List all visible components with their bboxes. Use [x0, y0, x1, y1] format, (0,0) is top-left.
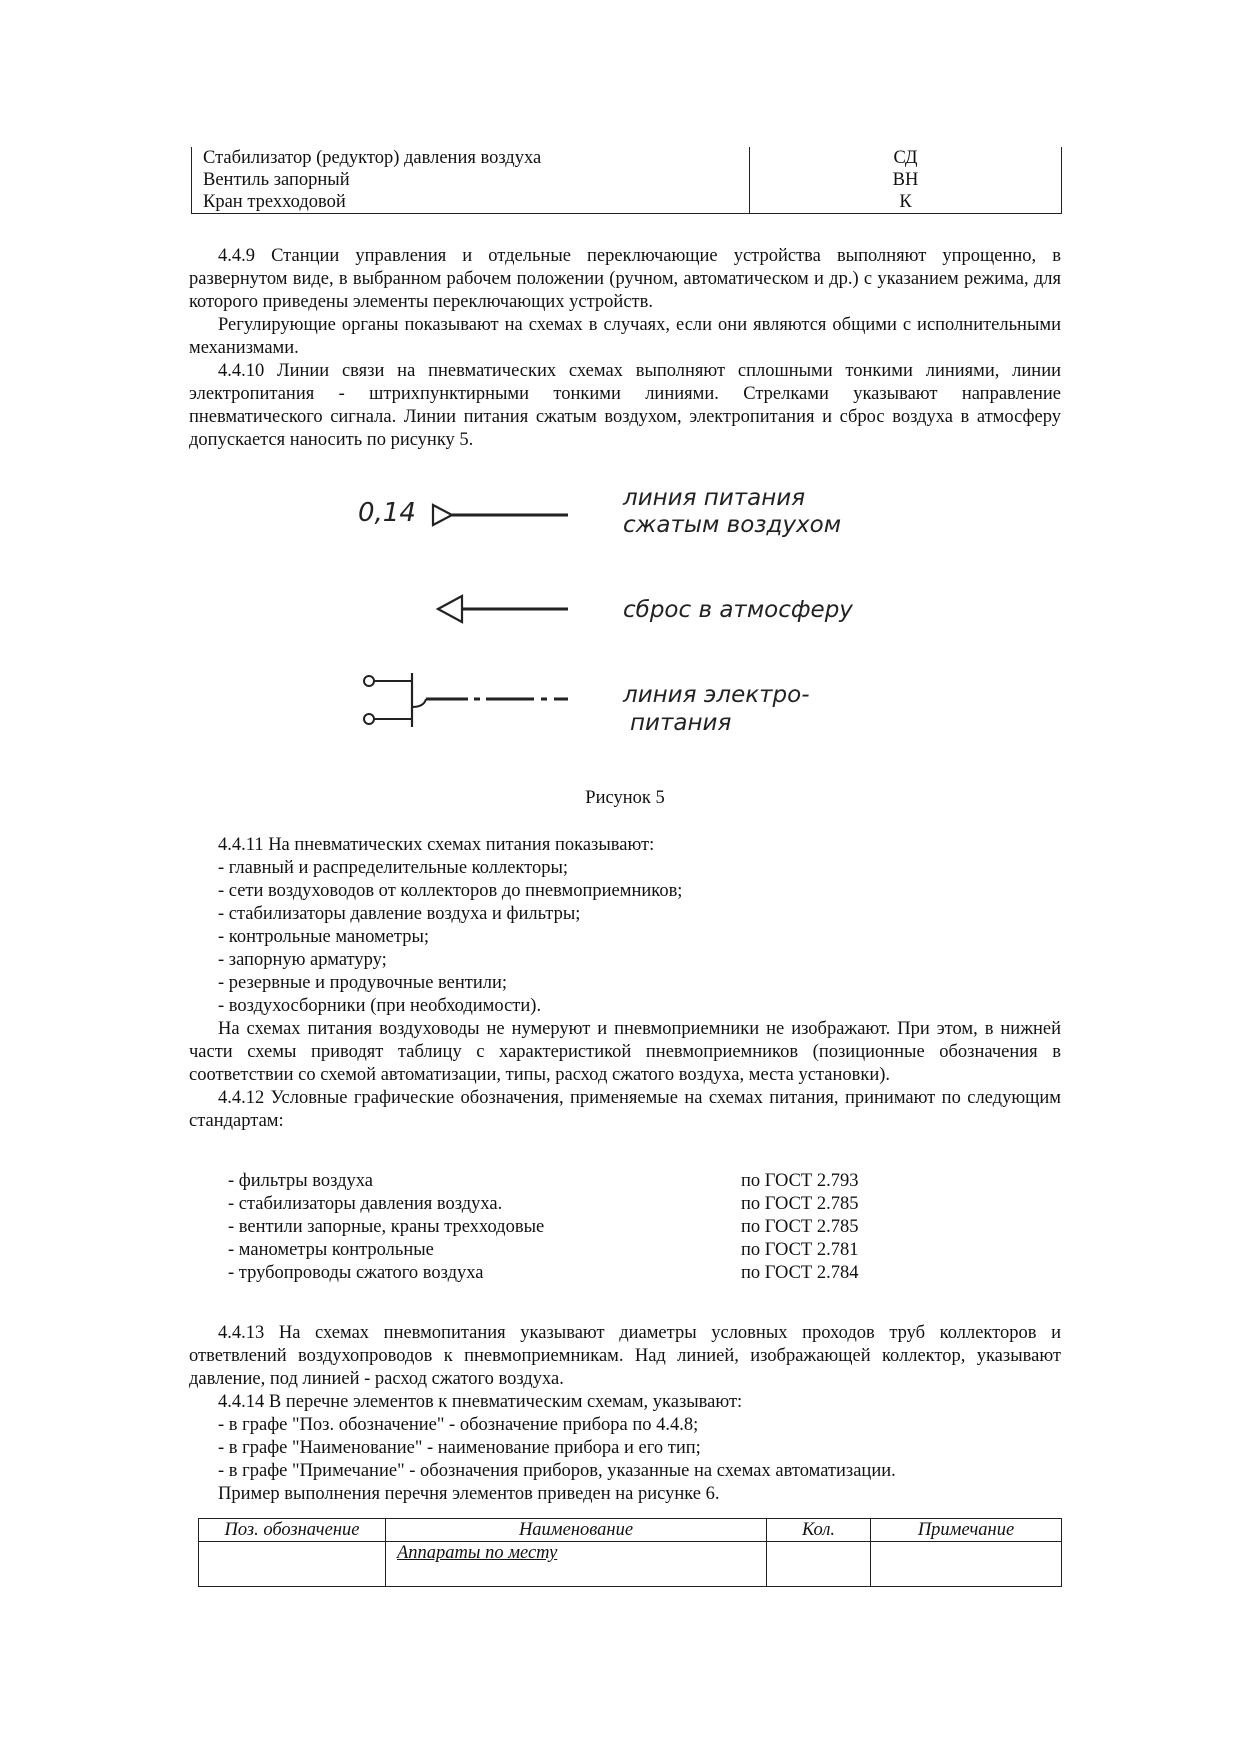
figure-caption: Рисунок 5 — [585, 788, 665, 808]
position-cell — [199, 1542, 386, 1587]
exhaust-arrow-icon — [438, 596, 462, 622]
quantity-cell — [767, 1542, 871, 1587]
device-code-cell: ВН — [750, 169, 1062, 191]
figure-5 — [340, 475, 920, 765]
standards-item: - фильтры воздуха — [228, 1171, 373, 1191]
table-row — [192, 169, 1062, 191]
paragraph-4-4-9: 4.4.9 Станции управления и отдельные переключающие устройства выполняют упрощенно, в развернутом виде, в выбранном рабочем положении (ручном, автоматическом и др.) с указанием режима, для которого приведены элементы переключающих устройств. — [189, 246, 1061, 312]
device-code-cell: СД — [750, 147, 1062, 169]
paragraph-supply-schemes: На схемах питания воздуховоды не нумеруют и пневмоприемники не изображают. При этом, в нижней части схемы приводят таблицу с характеристикой пневмоприемников (позиционные обозначения в соответствии со схемой автоматизации, типы, расход сжатого воздуха, места установки). — [189, 1019, 1061, 1085]
table-header-row — [199, 1519, 1062, 1542]
list-item: - в графе "Наименование" - наименование прибора и его тип; — [218, 1438, 701, 1458]
paragraph-4-4-12: 4.4.12 Условные графические обозначения, применяемые на схемах питания, принимают по следующим стандартам: — [189, 1088, 1061, 1131]
power-label-line2: питания — [630, 710, 732, 736]
terminal-icon — [364, 714, 374, 724]
table-row — [199, 1542, 1062, 1587]
list-item: - главный и распределительные коллекторы; — [218, 858, 569, 878]
list-item: - сети воздуховодов от коллекторов до пневмоприемников; — [218, 881, 683, 901]
list-item: - в графе "Примечание" - обозначения приборов, указанные на схемах автоматизации. — [218, 1461, 896, 1481]
section-4-4-13 — [189, 1322, 1061, 1506]
terminal-icon — [364, 676, 374, 686]
name-cell — [386, 1542, 767, 1587]
table-row — [192, 191, 1062, 214]
standards-ref: по ГОСТ 2.793 — [741, 1171, 859, 1191]
paragraph-4-4-13: 4.4.13 На схемах пневмопитания указывают диаметры условных проходов труб коллекторов и ответвлений воздухопроводов к пневмоприемникам. Над линией, изображающей коллектор, указывают давление, под линией - расход сжатого воздуха. — [189, 1323, 1061, 1389]
paragraph-example: Пример выполнения перечня элементов приведен на рисунке 6. — [218, 1484, 720, 1504]
column-header-name: Наименование — [386, 1519, 767, 1542]
list-item: - резервные и продувочные вентили; — [218, 973, 508, 993]
standards-row — [228, 1262, 928, 1285]
designation-table — [191, 147, 1062, 214]
supply-arrow-icon — [433, 505, 452, 525]
standards-ref: по ГОСТ 2.785 — [741, 1194, 859, 1214]
standards-ref: по ГОСТ 2.781 — [741, 1240, 859, 1260]
standards-item: - манометры контрольные — [228, 1240, 434, 1260]
paragraph-4-4-10: 4.4.10 Линии связи на пневматических схемах выполняют сплошными тонкими линиями, линии электропитания - штрихпунктирными тонкими линиями. Стрелками указывают направление пневматического сигнала. Линии питания сжатым воздухом, электропитания и сброс воздуха в атмосферу допускается наносить по рисунку 5. — [189, 361, 1061, 450]
standards-row — [228, 1239, 928, 1262]
terminal-bend — [412, 699, 426, 707]
device-name-cell: Стабилизатор (редуктор) давления воздуха — [192, 147, 750, 169]
standards-ref: по ГОСТ 2.785 — [741, 1217, 859, 1237]
standards-row — [228, 1170, 928, 1193]
pressure-value-label: 0,14 — [358, 498, 416, 528]
section-4-4-11 — [189, 834, 1061, 1133]
paragraph-regulators: Регулирующие органы показывают на схемах в случаях, если они являются общими с исполнительными механизмами. — [189, 315, 1061, 358]
standards-row — [228, 1193, 928, 1216]
standards-item: - трубопроводы сжатого воздуха — [228, 1263, 484, 1283]
standards-ref: по ГОСТ 2.784 — [741, 1263, 859, 1283]
list-item: - воздухосборники (при необходимости). — [218, 996, 542, 1016]
power-label-line1: линия электро- — [623, 682, 810, 708]
paragraph-4-4-14-intro: 4.4.14 В перечне элементов к пневматическим схемам, указывают: — [218, 1392, 743, 1412]
list-item: - стабилизаторы давление воздуха и фильтры; — [218, 904, 581, 924]
standards-item: - стабилизаторы давления воздуха. — [228, 1194, 503, 1214]
list-item: - запорную арматуру; — [218, 950, 387, 970]
figure-5-drawing — [340, 475, 920, 765]
supply-label-line2: сжатым воздухом — [623, 512, 842, 538]
device-name-cell: Вентиль запорный — [192, 169, 750, 191]
note-cell — [871, 1542, 1062, 1587]
table-row — [192, 147, 1062, 169]
group-heading: Аппараты по месту — [397, 1543, 558, 1563]
device-name-cell: Кран трехходовой — [192, 191, 750, 214]
standards-row — [228, 1216, 928, 1239]
standards-list — [228, 1170, 928, 1285]
device-code-cell: К — [750, 191, 1062, 214]
supply-label-line1: линия питания — [623, 485, 806, 511]
exhaust-label: сброс в атмосферу — [623, 597, 853, 623]
section-4-4-9 — [189, 245, 1061, 452]
list-item: - в графе "Поз. обозначение" - обозначение прибора по 4.4.8; — [218, 1415, 699, 1435]
column-header-note: Примечание — [871, 1519, 1062, 1542]
elements-table — [198, 1518, 1062, 1587]
column-header-position: Поз. обозначение — [199, 1519, 386, 1542]
standards-item: - вентили запорные, краны трехходовые — [228, 1217, 545, 1237]
paragraph-4-4-11-intro: 4.4.11 На пневматических схемах питания показывают: — [218, 835, 655, 855]
list-item: - контрольные манометры; — [218, 927, 430, 947]
column-header-quantity: Кол. — [767, 1519, 871, 1542]
